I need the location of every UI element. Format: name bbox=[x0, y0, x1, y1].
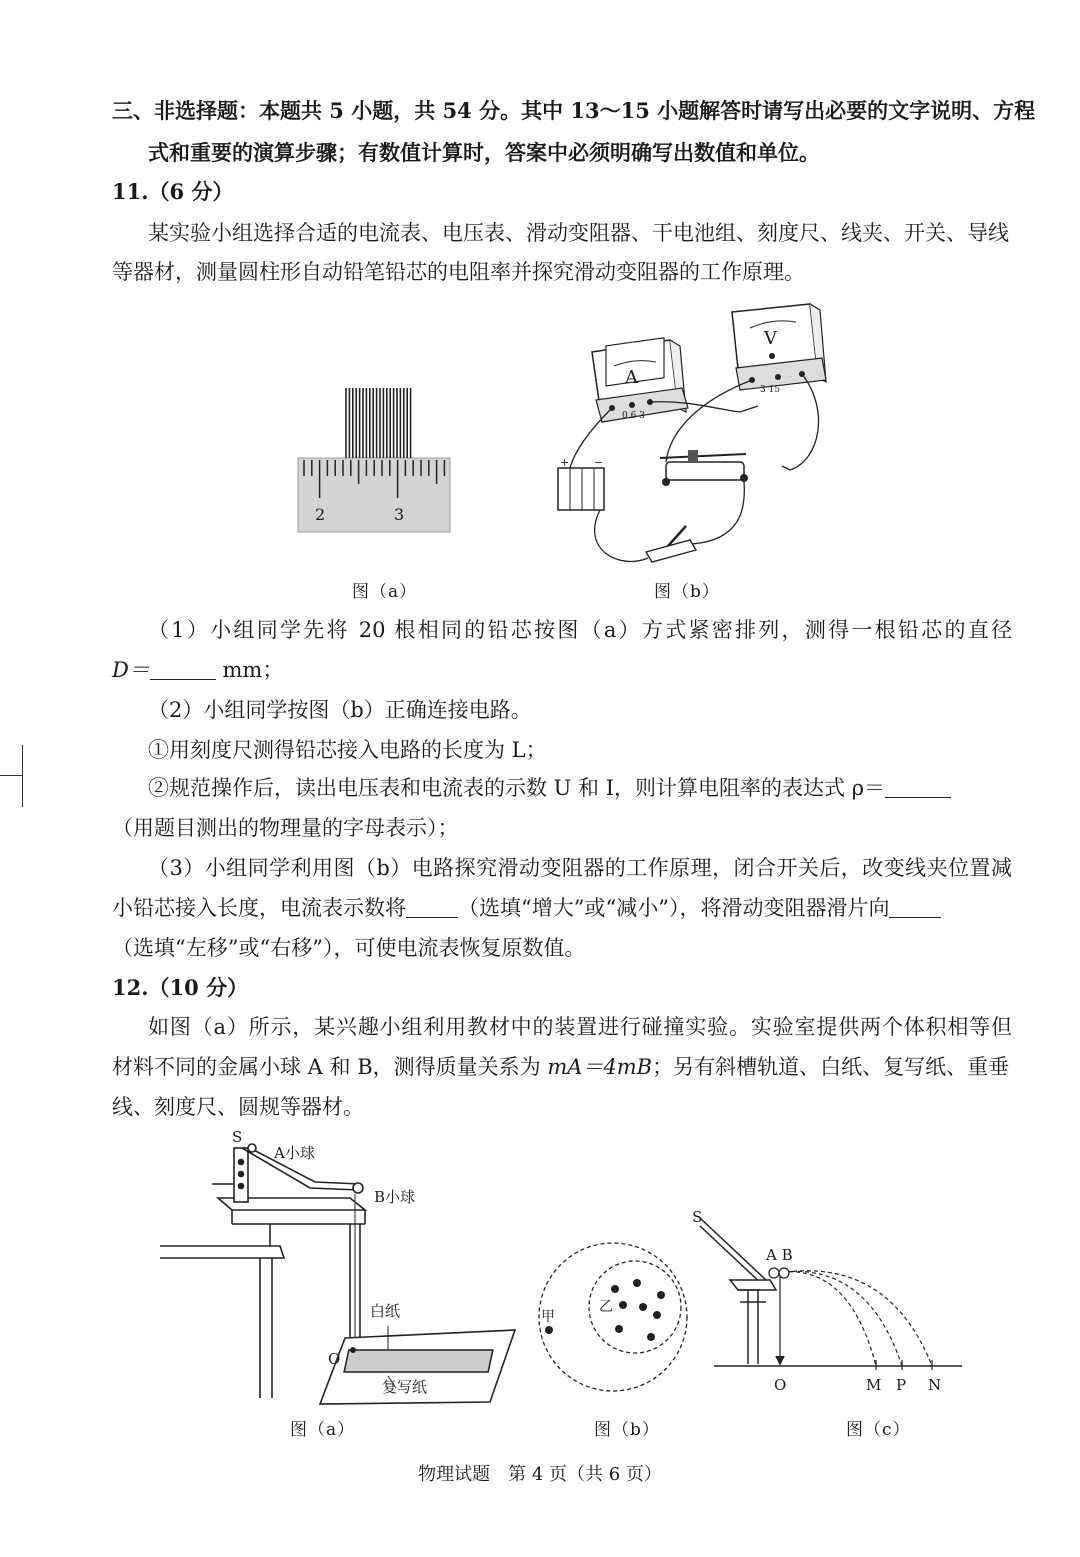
q11-part3-line2-b: （选填“增大”或“减小”），将滑动变阻器滑片向 bbox=[458, 896, 890, 920]
q11-part3-line2-a: 小铅芯接入长度，电流表示数将 bbox=[112, 896, 406, 920]
q12-intro-line1: 如图（a）所示，某兴趣小组利用教材中的装置进行碰撞实验。实验室提供两个体积相等但 bbox=[148, 1015, 1012, 1039]
fig12a-label-s: S bbox=[232, 1128, 243, 1146]
voltmeter bbox=[732, 304, 826, 395]
q12-figure-b-caption: 图（b） bbox=[594, 1420, 660, 1440]
q11-part2-a: ①用刻度尺测得铅芯接入电路的长度为 L； bbox=[148, 738, 547, 762]
binding-cut-mark bbox=[0, 775, 22, 776]
q11-intro-line1: 某实验小组选择合适的电流表、电压表、滑动变阻器、干电池组、刻度尺、线夹、开关、导线 bbox=[148, 221, 1009, 245]
fig12a-label-ball-b: B小球 bbox=[374, 1188, 416, 1206]
q12-intro-line2 bbox=[112, 1052, 1012, 1082]
ruler-label-2: 2 bbox=[315, 505, 326, 524]
q11-header: 11.（6 分） bbox=[112, 179, 234, 204]
q12-mass-relation: mA＝4mB bbox=[547, 1055, 653, 1079]
fig12a-label-ball-a: A小球 bbox=[274, 1144, 315, 1162]
q12-intro-line2-suffix: ；另有斜槽轨道、白纸、复写纸、重垂 bbox=[652, 1055, 1010, 1079]
fig12c-label-p: P bbox=[896, 1376, 907, 1394]
fig12c-label-s: S bbox=[692, 1208, 703, 1226]
fig12c-label-o: O bbox=[774, 1376, 787, 1394]
q12-figure-c-trajectories bbox=[692, 1208, 970, 1400]
fig12a-label-carbon: 复写纸 bbox=[382, 1378, 428, 1396]
section-header-line1: 三、非选择题：本题共 5 小题，共 54 分。其中 13～15 小题解答时请写出必要的文字说明、方程 bbox=[112, 98, 1036, 123]
q12-intro-line3: 线、刻度尺、圆规等器材。 bbox=[112, 1095, 364, 1119]
q11-answer-blank-slider[interactable] bbox=[889, 897, 941, 918]
fig12a-label-paper: 白纸 bbox=[370, 1302, 401, 1320]
ammeter-letter: A bbox=[625, 367, 638, 388]
q11-part2: （2）小组同学按图（b）正确连接电路。 bbox=[148, 698, 532, 722]
svg-text:+: + bbox=[560, 456, 570, 469]
q12-figure-a-caption: 图（a） bbox=[290, 1420, 356, 1440]
fig12c-label-ab: A B bbox=[766, 1246, 793, 1264]
q12-intro-line2-prefix: 材料不同的金属小球 A 和 B，测得质量关系为 bbox=[112, 1055, 548, 1079]
q12-figure-c-caption: 图（c） bbox=[846, 1420, 911, 1440]
q11-part3-line1: （3）小组同学利用图（b）电路探究滑动变阻器的工作原理，闭合开关后，改变线夹位置减 bbox=[148, 856, 1012, 880]
q11-part2-b bbox=[148, 773, 1048, 803]
fig12c-label-m: M bbox=[866, 1376, 882, 1394]
q11-part3-line2 bbox=[112, 893, 1012, 923]
q11-answer-blank-current[interactable] bbox=[406, 897, 458, 918]
q11-part1-prefix: D＝ bbox=[112, 658, 150, 682]
q11-part1-suffix: mm； bbox=[215, 658, 284, 682]
q11-part3-line3: （选填“左移”或“右移”），可使电流表恢复原数值。 bbox=[112, 936, 586, 960]
ammeter-terminals: 0.6 3 bbox=[622, 411, 645, 421]
voltmeter-letter: V bbox=[764, 328, 777, 349]
switch bbox=[646, 526, 696, 562]
q11-answer-blank-rho[interactable] bbox=[885, 777, 951, 798]
q11-part1-line2 bbox=[112, 655, 1012, 685]
q11-part1-line1: （1）小组同学先将 20 根相同的铅芯按图（a）方式紧密排列，测得一根铅芯的直径 bbox=[148, 618, 1012, 642]
q11-figure-b-circuit bbox=[520, 300, 840, 580]
rheostat bbox=[660, 450, 748, 486]
fig12c-label-n: N bbox=[928, 1376, 942, 1394]
q11-figure-a-ruler bbox=[290, 380, 460, 540]
fig12a-label-o: O bbox=[328, 1350, 341, 1368]
ruler-label-3: 3 bbox=[394, 505, 405, 524]
fig12b-label-jia: 甲 bbox=[541, 1309, 555, 1325]
q11-figure-b-caption: 图（b） bbox=[654, 582, 720, 602]
q11-part2-c: （用题目测出的物理量的字母表示）； bbox=[112, 816, 459, 840]
voltmeter-terminals: 3 15 bbox=[760, 385, 781, 395]
q11-intro-line2: 等器材，测量圆柱形自动铅笔铅芯的电阻率并探究滑动变阻器的工作原理。 bbox=[112, 260, 805, 284]
section-header-line2: 式和重要的演算步骤；有数值计算时，答案中必须明确写出数值和单位。 bbox=[148, 140, 820, 165]
q12-figure-b-landing-points bbox=[535, 1235, 695, 1395]
ammeter bbox=[592, 338, 688, 422]
binding-cut-mark-vertical bbox=[22, 745, 23, 807]
fig12b-label-yi: 乙 bbox=[599, 1299, 613, 1315]
q11-figure-a-caption: 图（a） bbox=[352, 582, 418, 602]
q12-figure-a-apparatus bbox=[160, 1128, 520, 1408]
q12-header: 12.（10 分） bbox=[112, 975, 249, 1000]
svg-text:−: − bbox=[594, 456, 604, 469]
q11-answer-blank-diameter[interactable] bbox=[150, 659, 216, 680]
page-footer: 物理试题 第 4 页（共 6 页） bbox=[418, 1464, 662, 1485]
q11-part2-b-text: ②规范操作后，读出电压表和电流表的示数 U 和 I，则计算电阻率的表达式 ρ＝ bbox=[148, 776, 886, 800]
battery-pack bbox=[558, 456, 604, 510]
